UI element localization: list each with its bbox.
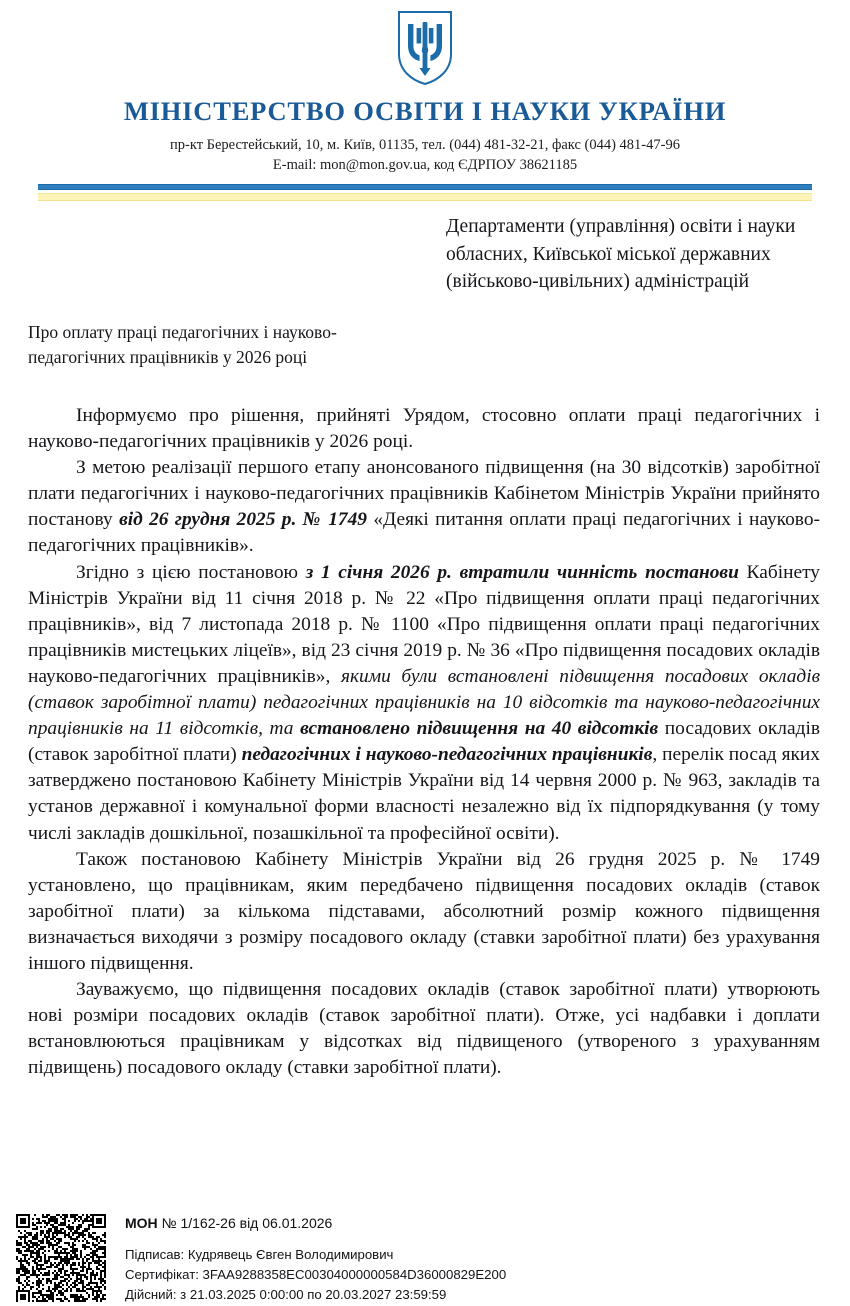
body-paragraph-4: Також постановою Кабінету Міністрів України від 26 грудня 2025 р. № 1749 установлено, що працівникам, яким передбачено підвищення посадових окладів (ставок заробітної плати) за кількома підставами, абсолютний розмір кожного підвищення визначається виходячи з розміру посадового окладу (ставки заробітної плати) без урахування іншого підвищення. — [28, 848, 820, 974]
document-number-rest: № 1/162-26 від 06.01.2026 — [157, 1215, 333, 1231]
document-number — [125, 1215, 506, 1231]
header-divider — [38, 184, 812, 201]
decree-reference-1749: від 26 грудня 2025 р. № 1749 — [119, 509, 367, 531]
ministry-title: МІНІСТЕРСТВО ОСВІТИ І НАУКИ УКРАЇНИ — [123, 96, 727, 126]
letterhead — [0, 0, 850, 201]
signed-by-line: Підписав: Кудрявець Євген Володимирович — [125, 1247, 394, 1262]
subject-line: Про оплату праці педагогічних і науково-педагогічних працівників у 2026 році — [28, 322, 337, 368]
digital-signature-footer — [16, 1214, 834, 1305]
body-paragraph-1: Інформуємо про рішення, прийняті Урядом, стосовно оплати праці педагогічних і науково-педагогічних працівників у 2026 році. — [28, 405, 820, 453]
contact-block — [0, 135, 850, 175]
letter-body — [28, 403, 820, 1081]
validity-line: Дійсний: з 21.03.2025 0:00:00 по 20.03.2027 23:59:59 — [125, 1287, 447, 1303]
previous-increase-italic: якими були встановлені підвищення посадових окладів (ставок заробітної плати) педагогічних працівників на 10 відсотків та науково-педагогічних працівників на 11 відсотків — [28, 665, 821, 740]
worker-category-emphasis: педагогічних і науково-педагогічних працівників — [241, 744, 653, 766]
divider-yellow-bar — [38, 193, 812, 201]
certificate-line: Сертифікат: 3FAA9288358EC00304000000584D36000829E200 — [125, 1267, 507, 1283]
document-number-prefix: МОН — [125, 1215, 158, 1231]
email-edrpou-line: E-mail: mon@mon.gov.ua, код ЄДРПОУ 38621185 — [272, 156, 578, 173]
ukraine-coat-of-arms-tryzub-icon — [397, 10, 453, 86]
body-paragraph-5: Зауважуємо, що підвищення посадових окладів (ставок заробітної плати) утворюють нові розміри посадових окладів (ставок заробітної плати). Отже, усі надбавки і доплати встановлюються працівникам у відсотках від підвищеного (утвореного з урахуванням підвищень) посадового окладу (ставки заробітної плати). — [28, 979, 820, 1079]
repeal-date-emphasis: з 1 січня 2026 р. втратили чинність постанови — [305, 561, 739, 583]
body-paragraph-3: Згідно з цією постановою з 1 січня 2026 р. втратили чинність постанови Кабінету Міністрів України від 11 січня 2018 р. № 22 «Про підвищення оплати праці педагогічних працівників», від 7 листопада 2018 р. № 1100 «Про підвищення оплати праці педагогічних працівників мистецьких ліцеїв», від 23 січня 2019 р. № 36 «Про підвищення посадових окладів науково-педагогічних працівників», якими були встановлені підвищення посадових окладів (ставок заробітної плати) педагогічних працівників на 10 відсотків та науково-педагогічних працівників на 11 відсотків, та встановлено підвищення на 40 відсотків посадових окладів (ставок заробітної плати) педагогічних і науково-педагогічних працівників, перелік посад яких затверджено постановою Кабінету Міністрів України від 14 червня 2000 р. № 963, закладів та установ державної і комунальної форми власності незалежно від їх підпорядкування (у тому числі закладів дошкільної, позашкільної та професійної освіти). — [28, 561, 821, 844]
addressee-block: Департаменти (управління) освіти і науки обласних, Київської міської державних (військово-цивільних) адміністрацій — [446, 216, 796, 293]
qr-code — [16, 1214, 108, 1302]
signature-details — [125, 1214, 506, 1305]
postal-address-line: пр-кт Берестейський, 10, м. Київ, 01135, тел. (044) 481-32-21, факс (044) 481-47-96 — [170, 136, 680, 153]
body-paragraph-2: З метою реалізації першого етапу анонсованого підвищення (на 30 відсотків) заробітної плати педагогічних і науково-педагогічних працівників Кабінетом Міністрів України прийнято постанову від 26 грудня 2025 р. № 1749 «Деякі питання оплати праці педагогічних і науково-педагогічних працівників». — [28, 457, 820, 557]
increase-40-percent-emphasis: встановлено підвищення на 40 відсотків — [300, 718, 659, 740]
